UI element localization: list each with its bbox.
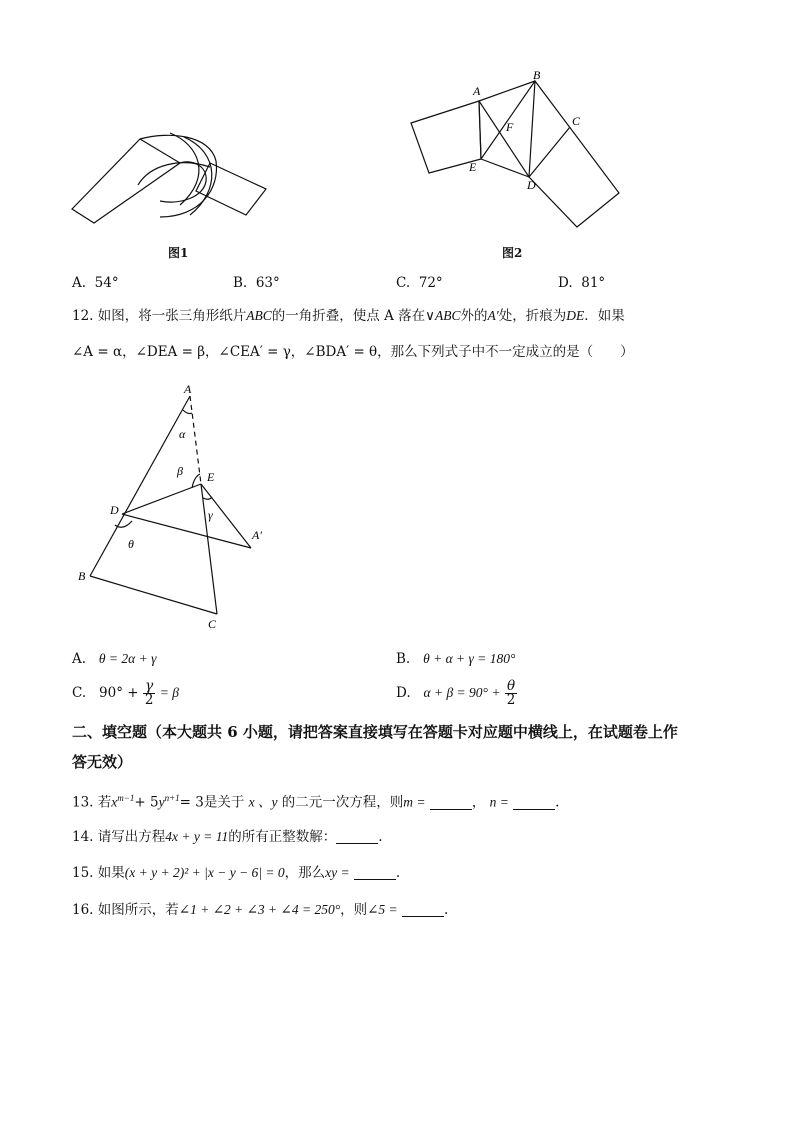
fig2-label-B: B	[533, 68, 541, 82]
q12-option-c[interactable]	[72, 679, 179, 707]
q13	[72, 789, 559, 812]
q12-figure	[70, 380, 280, 635]
stem-text: 如图所示，若	[97, 902, 179, 918]
fig-label-alpha: α	[179, 427, 186, 441]
stem-text: 的一角折叠，使点 A 落在	[271, 308, 426, 324]
stem-text: 请写出方程	[97, 829, 166, 845]
figure-2-caption: 图2	[502, 246, 523, 260]
seg-ae-dashed	[190, 396, 201, 484]
math-m: m =	[403, 794, 426, 810]
fraction-numerator: θ	[505, 680, 518, 694]
side-ec	[201, 484, 217, 614]
exponent: n+1	[164, 793, 180, 803]
end-mark: .	[395, 865, 401, 881]
fig-label-E: E	[207, 470, 215, 484]
fraction-numerator: γ	[143, 680, 156, 694]
option-key: D.	[558, 275, 573, 291]
seg-da-prime	[122, 514, 251, 548]
answer-blank[interactable]	[402, 902, 444, 917]
math-x: x	[111, 794, 118, 810]
fig1-right-strip	[196, 163, 266, 215]
question-number: 12.	[72, 308, 94, 324]
stem-text: + 5	[134, 794, 159, 811]
question-number: 14.	[72, 829, 94, 845]
question-number: 13.	[72, 794, 94, 811]
exponent: m−1	[117, 793, 135, 803]
option-key: B.	[233, 275, 248, 291]
stem-text: 的所有正整数解：	[228, 829, 337, 845]
q11-option-b[interactable]	[233, 274, 280, 292]
stem-text: 如果	[97, 865, 125, 881]
q12-option-a[interactable]	[72, 650, 156, 668]
option-key: C.	[72, 685, 87, 701]
fig-label-A-prime: A′	[252, 528, 262, 542]
figure-2	[405, 65, 630, 235]
math-de: DE	[566, 308, 585, 323]
separator: ，	[471, 794, 486, 811]
fig-label-C: C	[208, 617, 217, 631]
side-bc	[90, 576, 217, 614]
q16	[72, 901, 448, 919]
option-value: 63°	[255, 275, 280, 291]
end-mark: .	[555, 794, 560, 811]
side-ab	[90, 396, 190, 576]
stem-text: 外的	[460, 308, 488, 324]
fig-label-beta: β	[177, 464, 183, 478]
fig2-right-band	[529, 81, 619, 227]
fig2-label-A: A	[473, 84, 481, 98]
answer-blank-m[interactable]	[430, 795, 472, 810]
end-mark: .	[378, 829, 383, 845]
formula-part: 90° +	[99, 685, 139, 701]
arc-theta	[115, 521, 132, 527]
fraction-denominator: 2	[144, 692, 154, 708]
fig-label-D: D	[110, 503, 119, 517]
math-a-prime: A′	[487, 308, 499, 323]
option-formula: θ + α + γ = 180°	[423, 651, 516, 666]
fig-label-gamma: γ	[208, 508, 213, 522]
stem-text: ，则	[340, 902, 368, 918]
q12-stem-line2: ∠A = α，∠DEA = β，∠CEA′ = γ，∠BDA′ = θ，那么下列式子中不一定成立的是（ ）	[72, 344, 634, 360]
stem-text: 若	[97, 794, 112, 811]
math-triangle: ∨ABC	[425, 308, 461, 323]
stem-text: ．如果	[584, 308, 625, 324]
option-key: D.	[396, 685, 411, 701]
math-equation: ∠1 + ∠2 + ∠3 + ∠4 = 250°	[178, 902, 341, 917]
fig-label-B: B	[78, 569, 86, 583]
q11-option-d[interactable]	[558, 274, 605, 292]
fold-de	[122, 484, 201, 514]
fig1-knot-band	[170, 133, 199, 205]
arc-gamma	[203, 497, 212, 499]
option-value: 72°	[418, 275, 443, 291]
fig2-label-F: F	[506, 120, 514, 134]
stem-text: 的二元一次方程，则	[281, 794, 404, 811]
fig-label-theta: θ	[128, 537, 134, 551]
stem-text: = 3是关于	[179, 794, 245, 811]
stem-text: ，那么	[284, 865, 326, 881]
math-n: n =	[489, 794, 509, 810]
question-number: 15.	[72, 865, 94, 881]
option-key: C.	[396, 275, 411, 291]
answer-blank-n[interactable]	[513, 795, 555, 810]
fig1-knot-outer	[140, 135, 217, 217]
formula-part: α + β = 90° +	[423, 685, 501, 700]
formula-part: = β	[159, 685, 179, 700]
fraction	[505, 680, 518, 707]
fraction	[143, 680, 156, 707]
option-value: 54°	[94, 275, 119, 291]
math-abc: ABC	[246, 308, 272, 323]
stem-text: 处，折痕为	[498, 308, 567, 324]
stem-text: 如图，将一张三角形纸片	[97, 308, 247, 324]
q11-option-c[interactable]	[396, 274, 443, 292]
q14	[72, 828, 383, 846]
q11-option-a[interactable]	[72, 274, 119, 292]
section-title	[72, 717, 678, 777]
math-xy: xy =	[325, 865, 350, 880]
fig2-label-C: C	[572, 114, 581, 128]
fig1-left-strip	[72, 139, 180, 223]
math-equation: 4x + y = 11	[165, 829, 229, 844]
q12-option-b[interactable]	[396, 650, 515, 668]
fig1-knot-band2	[184, 137, 212, 215]
q12-stem-line1	[72, 307, 625, 325]
question-number: 16.	[72, 902, 94, 918]
option-value: 81°	[581, 275, 606, 291]
end-mark: .	[443, 902, 449, 918]
math-y: y	[158, 794, 165, 810]
math-vars: x 、y	[248, 794, 278, 810]
math-equation: (x + y + 2)² + |x − y − 6| = 0	[124, 865, 285, 880]
fig-label-A: A	[184, 382, 192, 396]
arc-alpha	[183, 410, 192, 414]
section-title-line1: 二、填空题（本大题共 6 小题，请把答案直接填写在答题卡对应题中横线上，在试题卷上作	[72, 723, 678, 741]
figure-1	[60, 125, 280, 235]
fraction-denominator: 2	[506, 692, 516, 708]
figure-1-caption: 图1	[168, 246, 189, 260]
answer-blank[interactable]	[354, 865, 396, 880]
option-key: B.	[396, 651, 411, 667]
section-title-line2: 答无效）	[72, 753, 133, 771]
option-key: A.	[72, 275, 87, 291]
q15	[72, 864, 400, 882]
fig2-label-E: E	[469, 160, 477, 174]
option-key: A.	[72, 651, 87, 667]
math-angle5: ∠5 =	[367, 902, 398, 917]
answer-blank[interactable]	[336, 829, 378, 844]
fig2-label-D: D	[527, 178, 536, 192]
option-formula: θ = 2α + γ	[98, 651, 157, 666]
q12-option-d[interactable]	[396, 679, 517, 707]
